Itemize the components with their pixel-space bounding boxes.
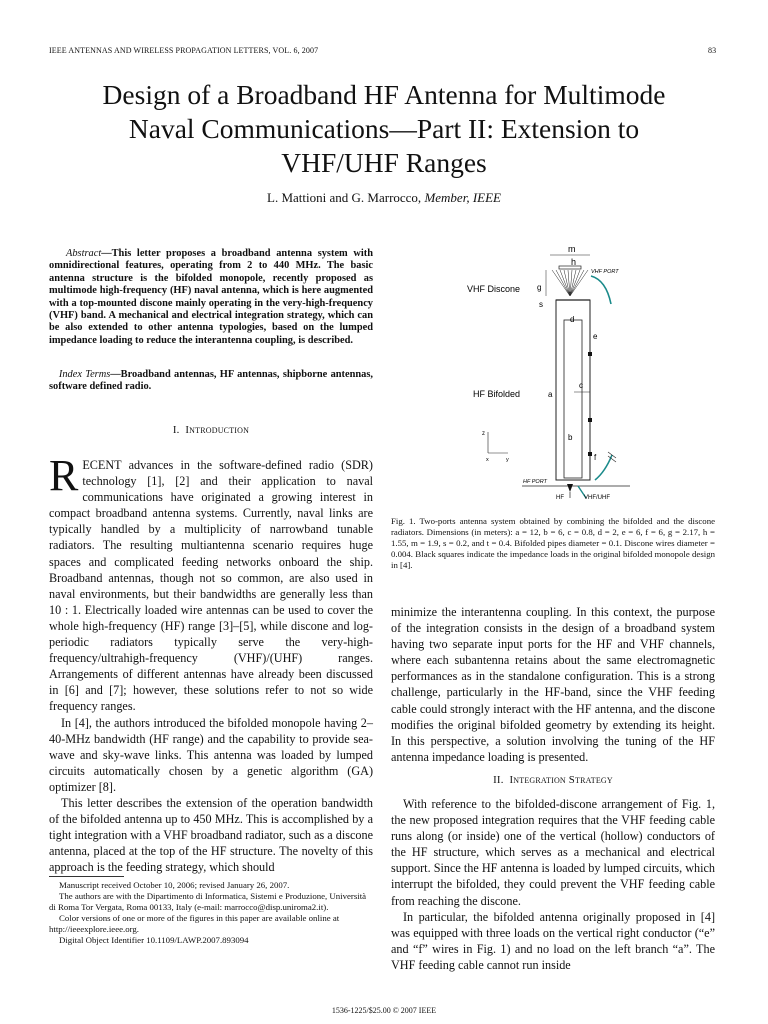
section-numeral: I. [172,424,180,436]
index-terms-text: —Broadband antennas, HF antennas, shipborne antennas, software defined radio. [49,369,374,393]
intro-paragraph-1-text: ECENT advances in the software-defined radio (SDR) technology [1], [2] and their application to naval communications have originated a growing interest in compact broadband antenna systems. Currently, naval links are typically handled by a multiplicity of narrowband tunable radiators. The resulting multiantenna scenario requires huge spaces and complicated feeding networks onboard the ship. Broadband antennas, though not so common, are also used in naval environments, but their bandwidths are generally less than 10 : 1. Electrically loaded wire antennas can be used to cover the whole high-frequency (HF) range [3]–[5], while discone and log-periodic radiators typically serve the very-high-frequency/ultrahigh-frequency (VHF)/(UHF) ranges. Arrangements of different antennas have already been discussed in [6] and [7]; however, these solutions refer to not so wide frequency ranges. [49,458,373,714]
label-g: g [537,283,542,292]
label-hf-bifolded: HF Bifolded [473,389,521,399]
right-column-text [391,604,715,765]
label-a: a [548,390,553,399]
antenna-diagram [460,240,660,510]
load-square-1 [588,352,592,356]
label-c: c [579,381,583,390]
authors [30,190,738,206]
integration-paragraph-1: With reference to the bifolded-discone arrangement of Fig. 1, the new proposed integration requires that the VHF feeding cable runs along (or inside) one of the vertical (hollow) conductors of the HF structure, which serves as a mechanical and electrical support. Since the HF antenna is loaded by lumped circuits, which interrupt the bifolded, they could prevent the VHF feeding cable from reaching the discone. [391,797,715,908]
section-title: Integration Strategy [509,774,613,786]
page-number: 83 [708,46,717,55]
label-f: f [594,453,597,462]
figure-1 [460,240,660,510]
intro-paragraph-2: In [4], the authors introduced the bifolded monopole having 2–40-MHz bandwidth (HF range) and the capability to provide sea-wave and sky-wave links. This antenna was loaded by lumped circuits automatically chosen by a genetic algorithm (GA) optimizer [8]. [49,715,373,794]
vhf-port-cable [591,276,611,304]
load-square-2 [588,418,592,422]
label-x: x [486,457,489,463]
hf-feed-arrow [567,484,573,492]
label-hf-port: HF PORT [523,479,547,485]
footnote-affiliation: The authors are with the Dipartimento di Informatica, Sistemi e Produzione, Università di Roma Tor Vergata, Roma 00133, Italy (e-mail: marrocco@disp.uniroma2.it). [49,890,367,912]
index-terms-label: Index Terms [58,369,111,380]
section-heading-integration [391,774,715,786]
label-e: e [593,332,598,341]
intro-paragraph-3: This letter describes the extension of the operation bandwidth of the bifolded antenna up to 450 MHz. This is accomplished by a tight integration with a VHF broadband radiator, such as a discone antenna, placed at the top of the HF structure. The novelty of this approach is the feeding strategy, which should [49,795,373,875]
footnote-received: Manuscript received October 10, 2006; revised January 26, 2007. [59,880,290,890]
load-square-3 [588,452,592,456]
vhf-feed-cable [595,455,612,480]
label-hf: HF [556,495,564,501]
footnotes [49,880,373,945]
footnote-doi: Digital Object Identifier 10.1109/LAWP.2007.893094 [59,934,249,945]
label-m: m [568,244,576,254]
label-s: s [539,300,543,309]
footnote-rule [49,876,124,877]
intro-paragraph-1 [49,451,373,715]
index-terms [49,369,373,394]
discone-disc [559,266,581,269]
label-vhf-discone: VHF Discone [467,284,521,294]
abstract [49,248,373,347]
figure-caption: Fig. 1. Two-ports antenna system obtained by combining the bifolded and the discone radiators. Dimensions (in meters): a = 12, b = 6, c = 0.8, d = 2, e = 6, f = 6, g = 2.17, h = 1.55, m = 1.9, s = 0.2, and t = 0.4. Bifolded pipes diameter = 0.1. Discone wires diameter = 0.004. Black squares indicate the impedance loads in the original bifolded monopole design in [4]. [391,516,715,570]
introduction-text [49,451,373,875]
label-b: b [568,433,573,442]
discone-cone [552,270,588,296]
author-names: L. Mattioni and G. Marrocco, [267,190,422,205]
title-line-1: Design of a Broadband HF Antenna for Multimode [102,79,666,110]
label-vhf-uhf: VHF/UHF [584,495,610,501]
label-vhf-port: VHF PORT [591,269,619,275]
title-line-3: VHF/UHF Ranges [281,147,487,178]
integration-paragraph-2: In particular, the bifolded antenna originally proposed in [4] was equipped with three loads on the vertical right conductor (“e” and “f” wires in Fig. 1) and no load on the left branch “a”. The VHF feeding cable cannot run inside [391,909,715,972]
author-membership: Member, IEEE [424,190,501,205]
label-h: h [571,257,577,267]
footnote-color: Color versions of one or more of the figures in this paper are available online at http://ieeexplore.ieee.org. [49,912,340,934]
section-title: Introduction [185,424,250,436]
integration-text [391,796,715,973]
label-d: d [570,315,575,324]
bifolded-outer [556,300,590,480]
page-footer: 1536-1225/$25.00 © 2007 IEEE [331,1006,437,1015]
journal-header: IEEE ANTENNAS AND WIRELESS PROPAGATION LETTERS, VOL. 6, 2007 [49,46,319,55]
label-z: z [482,431,485,437]
label-y: y [506,457,509,463]
abstract-text: —This letter proposes a broadband antenna system with omnidirectional features, operating from 2 to 440 MHz. The basic antenna structure is the bifolded monopole, recently proposed as multimode high-frequency (HF) naval antenna, which is here augmented with a top-mounted discone mainly operating in the very-high-frequency (VHF) band. A mechanical and electrical integration strategy, which can be also extended to other antenna typologies, based on the lumped impedance loading to reduce the interantenna coupling, is described. [49,248,374,346]
abstract-label: Abstract [66,248,102,259]
drop-cap: R [49,451,79,500]
bifolded-inner [564,320,582,478]
paper-title [30,78,738,180]
title-line-2: Naval Communications—Part II: Extension to [128,113,640,144]
right-paragraph-1: minimize the interantenna coupling. In this context, the purpose of the integration consists in the design of a broadband system having two separate input ports for the HF and VHF channels, where each subantenna retains about the same electromagnetic performances as in the standalone configuration. This is a strong challenge, particularly in the HF-band, since the VHF feeding cable could strongly interact with the HF antenna, and the discone modifies the original bifolded geometry by extending its height. In this perspective, a solution involving the tuning of the HF antenna impedance loading is presented. [391,605,715,764]
section-numeral: II. [493,774,504,786]
section-heading-introduction [49,424,373,436]
